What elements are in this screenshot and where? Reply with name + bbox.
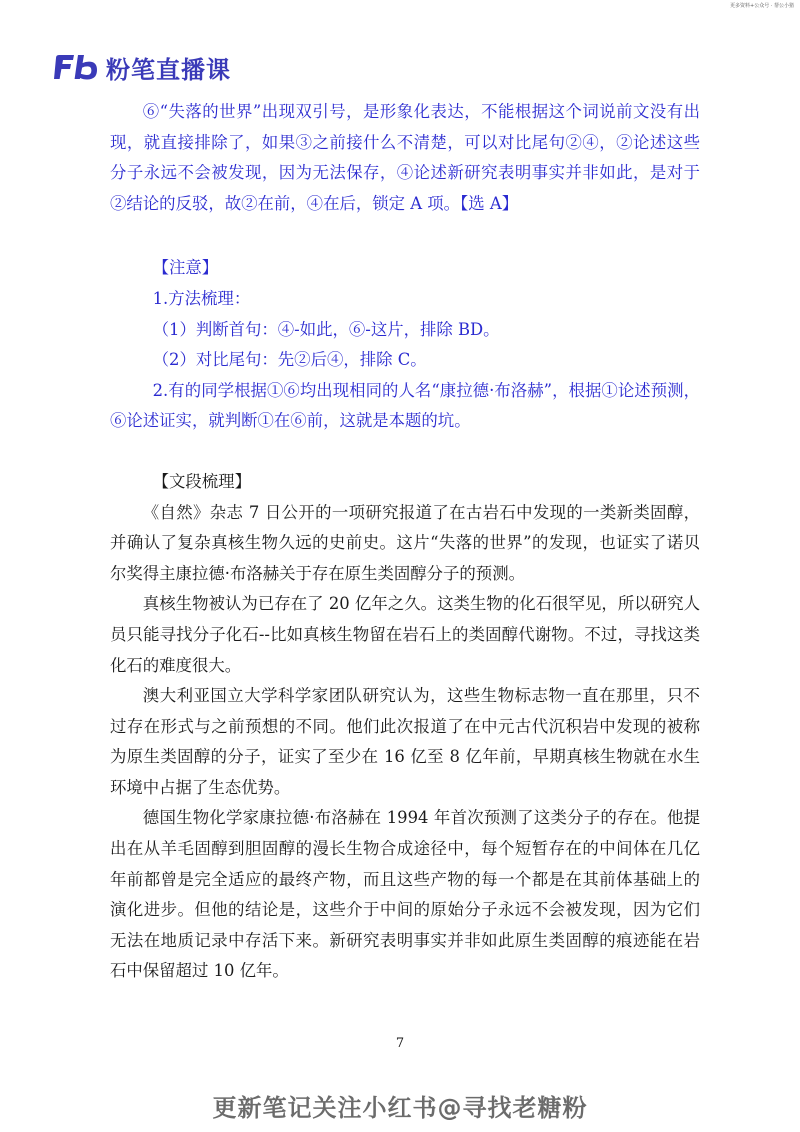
top-corner-note: 更多资料+公众号 · 帮公小猪 bbox=[730, 3, 794, 9]
passage-heading: 【文段梳理】 bbox=[152, 471, 251, 491]
passage-paragraph-1: 《自然》杂志 7 日公开的一项研究报道了在古岩石中发现的一类新类固醇，并确认了复杂真核生物久远的史前史。这片“失落的世界”的发现，也证实了诺贝尔奖得主康拉德·布洛赫关于存在原生类固醇分子的预测。 bbox=[110, 502, 700, 583]
footer-watermark-banner: 更新笔记关注小红书@寻找老糖粉 bbox=[212, 1094, 588, 1122]
note-line-4: 2.有的同学根据①⑥均出现相同的人名“康拉德·布洛赫”，根据①论述预测，⑥论述证实，就判断①在⑥前，这就是本题的坑。 bbox=[110, 380, 700, 431]
passage-paragraph-2: 真核生物被认为已存在了 20 亿年之久。这类生物的化石很罕见，所以研究人员只能寻找分子化石--比如真核生物留在岩石上的类固醇代谢物。不过，寻找这类化石的难度很大。 bbox=[110, 594, 700, 675]
brand-logo bbox=[54, 52, 231, 82]
note-line-1: 1.方法梳理： bbox=[152, 288, 251, 308]
passage-paragraph-4: 德国生物化学家康拉德·布洛赫在 1994 年首次预测了这类分子的存在。他提出在从羊毛固醇到胆固醇的漫长生物合成途径中，每个短暂存在的中间体在几亿年前都曾是完全适应的最终产物，而且这些产物的每一个都是在其前体基础上的演化进步。但他的结论是，这些介于中间的原始分子永远不会被发现，因为它们无法在地质记录中存活下来。新研究表明事实并非如此原生类固醇的痕迹能在岩石中保留超过 10 亿年。 bbox=[110, 808, 700, 981]
analysis-paragraph: ⑥“失落的世界”出现双引号，是形象化表达，不能根据这个词说前文没有出现，就直接排除了，如果③之前接什么不清楚，可以对比尾句②④，②论述这些分子永远不会被发现，因为无法保存，④论述新研究表明事实并非如此，是对于②结论的反驳，故②在前，④在后，锁定 A 项。【选 A】 bbox=[110, 102, 700, 213]
note-heading: 【注意】 bbox=[152, 258, 219, 278]
spacer bbox=[110, 219, 700, 253]
note-line-2: （1）判断首句：④-如此，⑥-这片，排除 BD。 bbox=[152, 319, 500, 339]
fb-logo-icon bbox=[54, 52, 100, 82]
spacer bbox=[110, 437, 700, 467]
page-number: 7 bbox=[395, 1036, 405, 1051]
passage-paragraph-3: 澳大利亚国立大学科学家团队研究认为，这些生物标志物一直在那里，只不过存在形式与之前预想的不同。他们此次报道了在中元古代沉积岩中发现的被称为原生类固醇的分子，证实了至少在 16 亿至 8 亿年前，早期真核生物就在水生环境中占据了生态优势。 bbox=[110, 686, 700, 797]
note-line-3: （2）对比尾句：先②后④，排除 C。 bbox=[152, 350, 427, 370]
brand-name: 粉笔直播课 bbox=[106, 55, 231, 84]
page-content bbox=[110, 97, 700, 987]
